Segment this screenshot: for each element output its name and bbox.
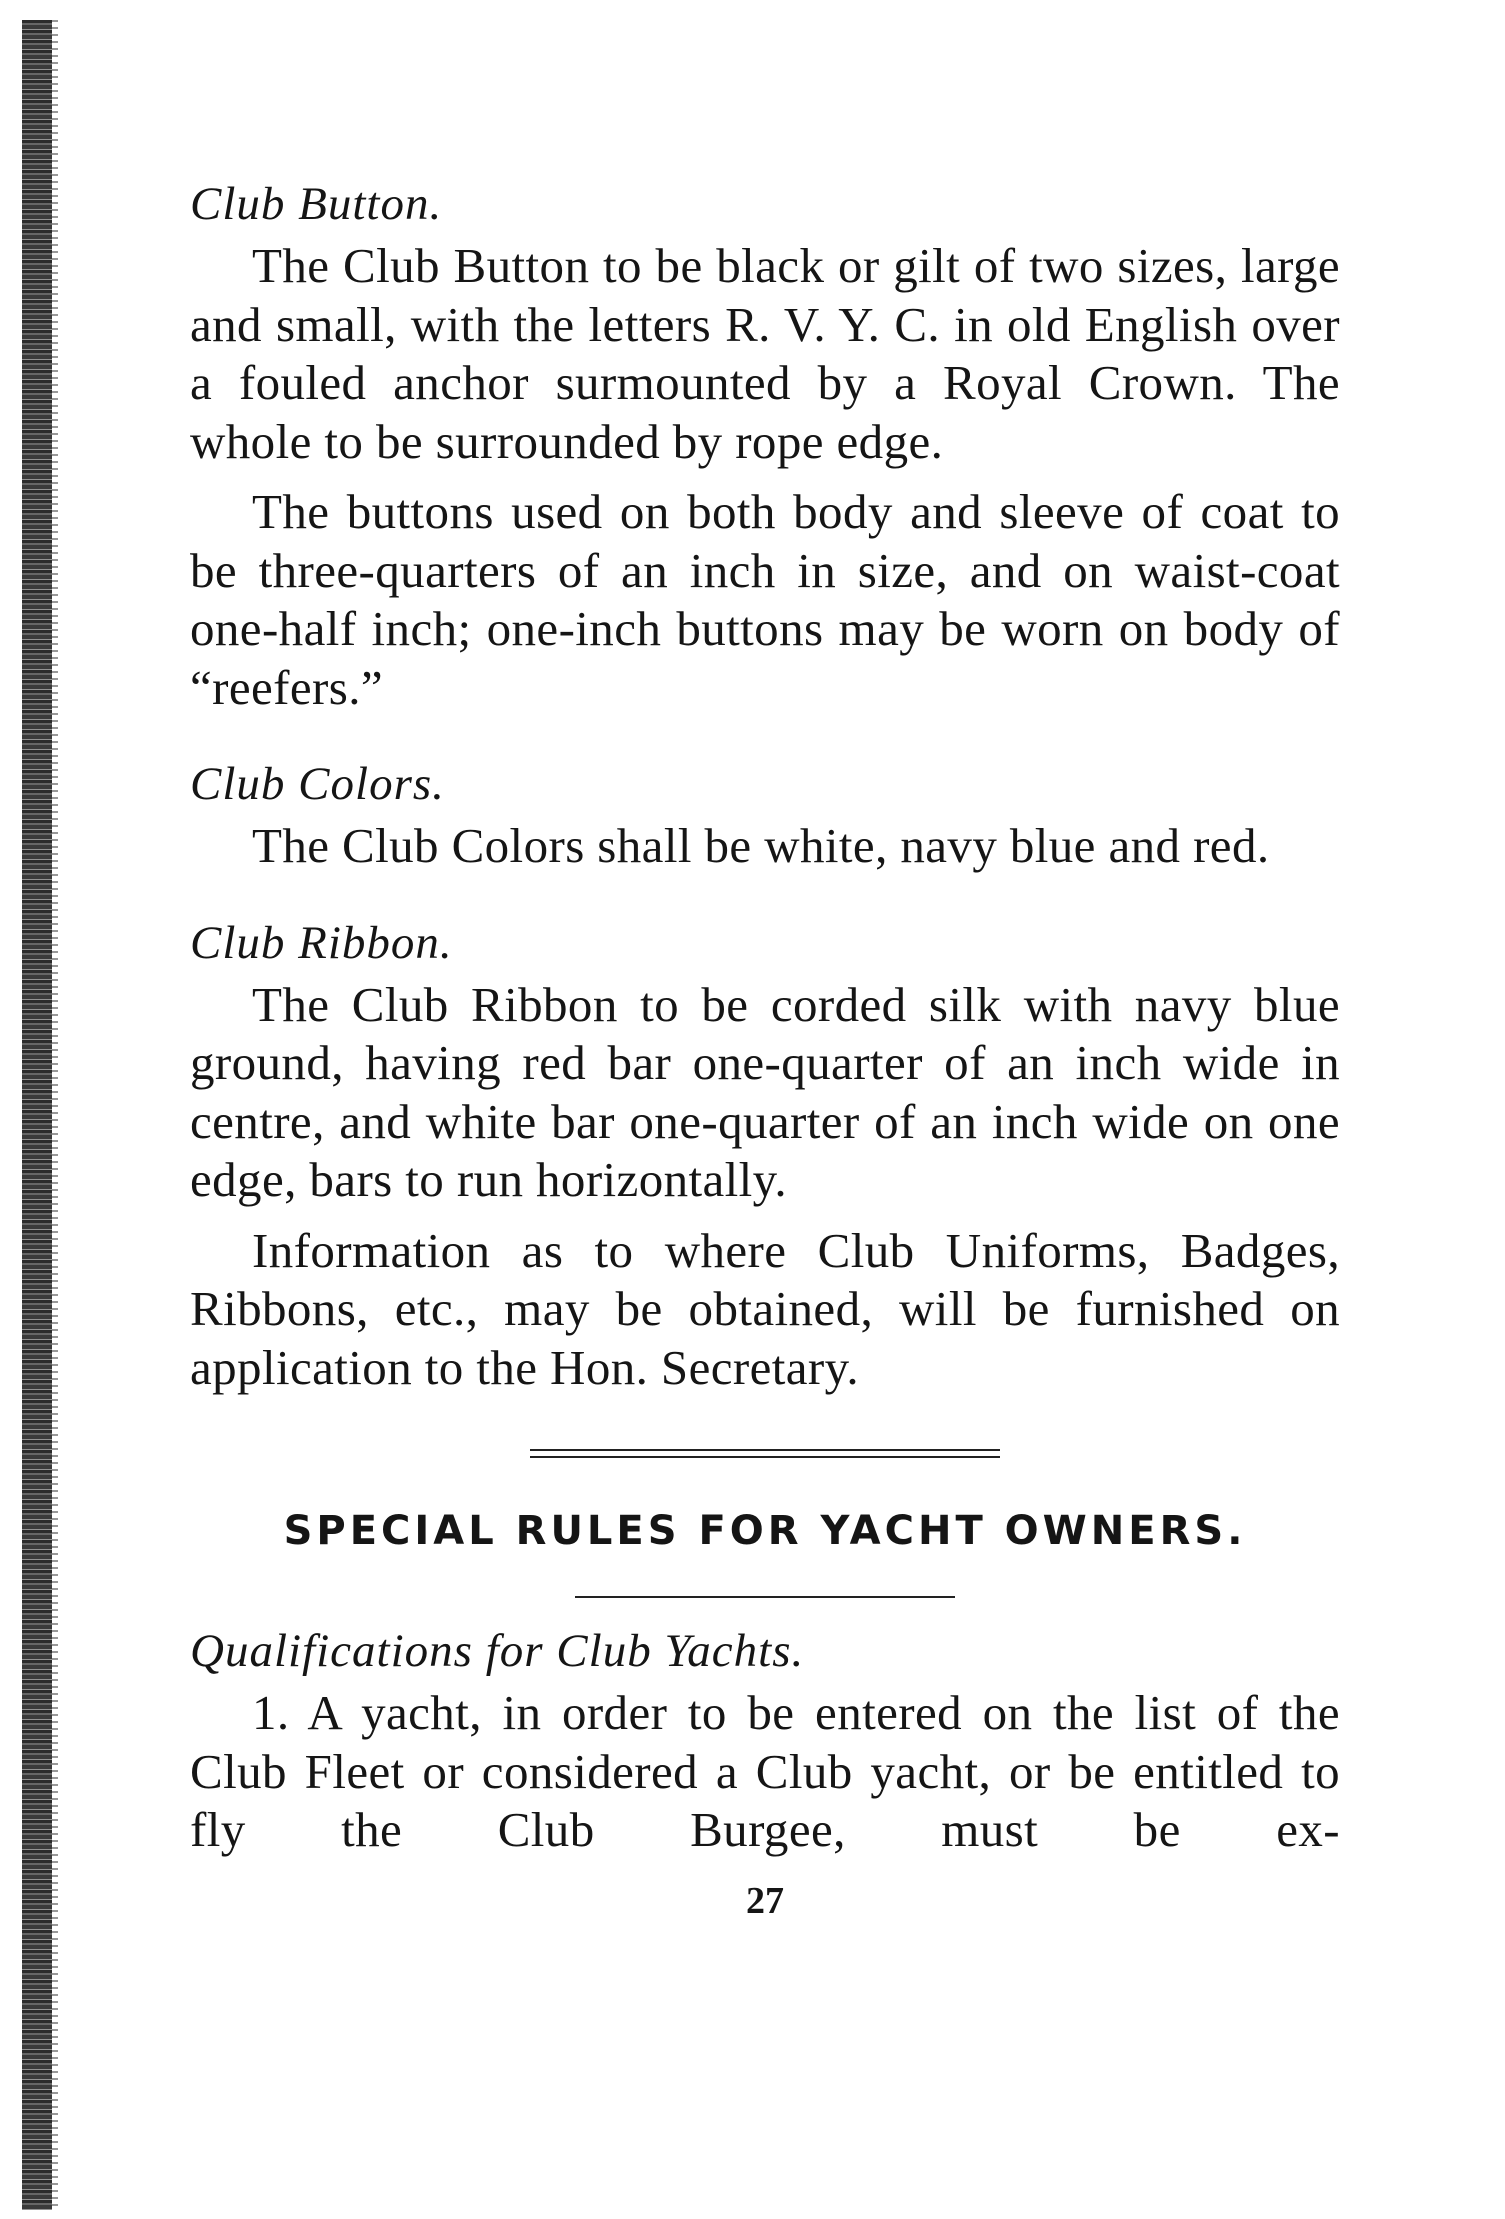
heading-club-button: Club Button. (190, 178, 443, 230)
heading-club-colors: Club Colors. (190, 758, 445, 810)
heading-club-ribbon: Club Ribbon. (190, 916, 453, 969)
single-rule-divider (575, 1596, 955, 1598)
double-rule-divider (530, 1449, 1000, 1458)
page-body (190, 175, 1340, 1924)
paragraph-rule-1: 1. A yacht, in order to be entered on the list of the Club Fleet or considered a Club yacht, or be entitled to fly the Club Burgee, must be ex- (190, 1685, 1340, 1857)
paragraph-club-colors: The Club Colors shall be white, navy blue and red. (252, 818, 1270, 873)
page-number: 27 (746, 1879, 784, 1922)
paragraph-information: Information as to where Club Uniforms, Badges, Ribbons, etc., may be obtained, will be furnished on application to the Hon. Secretary. (190, 1222, 1340, 1395)
heading-qualifications: Qualifications for Club Yachts. (190, 1625, 805, 1677)
book-spine-edge (22, 20, 52, 2210)
paragraph-button-sizes: The buttons used on both body and sleeve of coat to be three-quarters of an inch in size, and on waist-coat one-half inch; one-inch buttons may be worn on body of “reefers.” (190, 484, 1340, 715)
section-title-special-rules: SPECIAL RULES FOR YACHT OWNERS. (283, 1508, 1247, 1554)
paragraph-club-ribbon: The Club Ribbon to be corded silk with navy blue ground, having red bar one-quarter of an inch wide in centre, and white bar one-quarter of an inch wide on one edge, bars to run horizontally. (190, 976, 1340, 1207)
paragraph-club-button-description: The Club Button to be black or gilt of two sizes, large and small, with the letters R. V. Y. C. in old English over a fouled anchor surmounted by a Royal Crown. The whole to be surrounded by rope edge. (190, 238, 1340, 469)
